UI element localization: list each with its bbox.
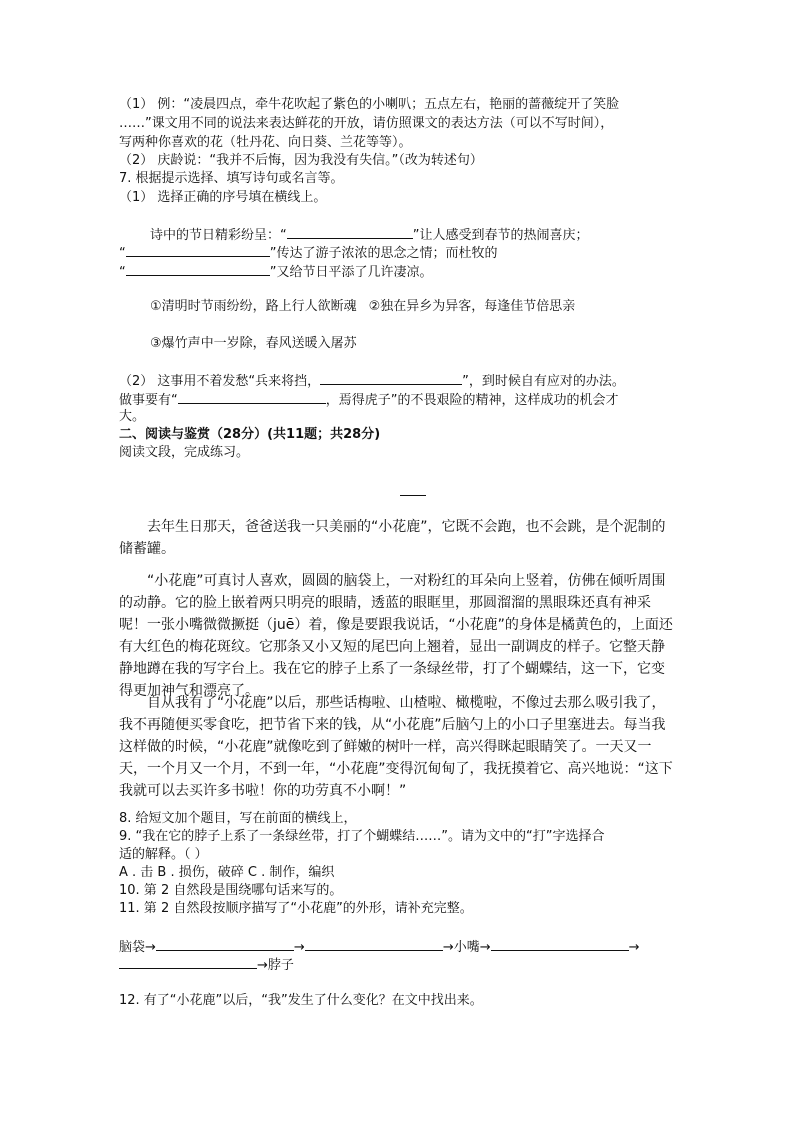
passage-p2-text: “小花鹿”可真讨人喜欢，圆圆的脑袋上，一对粉红的耳朵向上竖着，仿佛在倾听周围的动静。它的脸上嵌着两只明亮的眼睛，透蓝的眼眶里，那圆溜溜的黑眼珠还真有神采呢！一张小嘴微微撅挺（juē）着，像是要跟我说话，“小花鹿”的身体是橘黄色的，上面还有大红色的梅花斑纹。它那条又小又短的尾巴向上翘着，显出一副调皮的样子。它整天静静地蹲在我的写字台上。我在它的脖子上系了一条绿丝带，打了个蝴蝶结，这一下，它变得更加神气和漂亮了。 <box>119 573 673 699</box>
q11-neck-label: 脖子 <box>267 958 294 973</box>
q11-sequence-line1 <box>119 937 640 957</box>
arrow-icon: → <box>442 940 454 955</box>
q7-fill-line-c <box>119 262 433 282</box>
title-blank-line[interactable] <box>400 495 426 496</box>
passage-paragraph-2 <box>119 570 675 702</box>
q7-sub2-line2 <box>119 390 619 410</box>
q11-sequence-line2 <box>119 955 294 975</box>
arrow-icon: → <box>293 940 305 955</box>
question-9-line2: 适的解释。（ ） <box>119 847 208 862</box>
q7-fill-a-prefix: 诗中的节日精彩纷呈：“ <box>150 228 287 243</box>
question-9-options: A . 击 B . 损伤，破碎 C . 制作，编织 <box>119 865 335 880</box>
arrow-icon: → <box>145 940 156 955</box>
arrow-icon: → <box>479 940 491 955</box>
q7-fill-c-suffix: ”又给节日平添了几许凄凉。 <box>269 265 433 280</box>
q11-head-label: 脑袋 <box>119 940 146 955</box>
q7-fill-c-prefix: “ <box>119 265 126 280</box>
q7-fill-line-a <box>150 225 589 245</box>
blank-seq-4[interactable] <box>119 955 257 969</box>
section-2-heading: 二、阅读与鉴赏（28分）(共11题；共28分) <box>119 427 381 442</box>
q6-part1-line1: （1） 例：“凌晨四点，牵牛花吹起了紫色的小喇叭；五点左右，艳丽的蔷薇绽开了笑脸 <box>119 97 620 112</box>
q7-sub2-prefix: （2） 这事用不着发愁“兵来将挡， <box>119 374 321 389</box>
option-1: ①清明时节雨纷纷，路上行人欲断魂 <box>150 299 357 314</box>
arrow-icon: → <box>628 940 640 955</box>
q7-sub2-line3: 大。 <box>119 409 146 424</box>
passage-paragraph-1 <box>119 516 675 560</box>
arrow-icon: → <box>257 958 268 973</box>
blank-homesick[interactable] <box>126 243 270 257</box>
q7-fill-b-prefix: “ <box>119 246 126 261</box>
q6-part1-line3: 写两种你喜欢的花（牡丹花、向日葵、兰花等等）。 <box>119 135 412 150</box>
passage-paragraph-3 <box>119 692 675 802</box>
question-9-line1: 9. “我在它的脖子上系了一条绿丝带，打了个蝴蝶结……”。请为文中的“打”字选择合 <box>119 829 605 844</box>
q7-sub2-line1 <box>119 371 625 391</box>
q7-sub2b-suffix: ，焉得虎子”的不畏艰险的精神，这样成功的机会才 <box>325 393 619 408</box>
section-2-intro: 阅读文段，完成练习。 <box>119 445 250 460</box>
q7-sub1: （1） 选择正确的序号填在横线上。 <box>119 190 327 205</box>
option-3: ③爆竹声中一岁除，春风送暖入屠苏 <box>150 336 357 351</box>
q7-fill-line-b <box>119 243 498 263</box>
blank-seq-1[interactable] <box>156 937 294 951</box>
q6-part2: （2） 庆龄说：“我并不后悔，因为我没有失信。”（改为转述句） <box>119 153 483 168</box>
q7-sub2b-prefix: 做事要有“ <box>119 393 178 408</box>
q7-sub2-suffix: ”，到时候自有应对的办法。 <box>462 374 625 389</box>
blank-seq-3[interactable] <box>491 937 629 951</box>
q6-part1-line2: ……”课文用不同的说法来表达鲜花的开放，请仿照课文的表达方法（可以不写时间）， <box>119 116 614 131</box>
q7-fill-a-suffix: ”让人感受到春节的热闹喜庆； <box>412 228 589 243</box>
question-10: 10. 第 2 自然段是围绕哪句话来写的。 <box>119 883 343 898</box>
q7-options-row1 <box>150 298 575 316</box>
blank-spring-festival[interactable] <box>287 225 413 239</box>
q7-fill-b-suffix: ”传达了游子浓浓的思念之情；而杜牧的 <box>269 246 498 261</box>
q11-mouth-label: 小嘴 <box>453 940 480 955</box>
passage-p3-text: 自从我有了“小花鹿”以后，那些话梅啦、山楂啦、橄榄啦，不像过去那么吸引我了，我不再随便买零食吃，把节省下来的钱，从“小花鹿”后脑勺上的小口子里塞进去。每当我这样做的时候，“小花鹿”就像吃到了鲜嫩的树叶一样，高兴得眯起眼睛笑了。一天又一天，一个月又一个月，不到一年，“小花鹿”变得沉甸甸了，我抚摸着它、高兴地说：“这下我就可以去买许多书啦！你的功劳真不小啊！” <box>119 695 673 799</box>
blank-qingming[interactable] <box>126 262 270 276</box>
blank-seq-2[interactable] <box>305 937 443 951</box>
option-2: ②独在异乡为异客，每逢佳节倍思亲 <box>368 299 576 314</box>
passage-p1-text: 去年生日那天，爸爸送我一只美丽的“小花鹿”，它既不会跑，也不会跳，是个泥制的储蓄罐。 <box>119 519 666 557</box>
question-8: 8. 给短文加个题目，写在前面的横线上， <box>119 811 357 826</box>
question-11: 11. 第 2 自然段按顺序描写了“小花鹿”的外形，请补充完整。 <box>119 901 473 916</box>
blank-bing-lai[interactable] <box>320 371 462 385</box>
blank-tiger-cave[interactable] <box>178 390 326 404</box>
question-12: 12. 有了“小花鹿”以后，“我”发生了什么变化？在文中找出来。 <box>119 993 483 1008</box>
q7-title: 7. 根据提示选择、填写诗句或名言等。 <box>119 171 344 186</box>
